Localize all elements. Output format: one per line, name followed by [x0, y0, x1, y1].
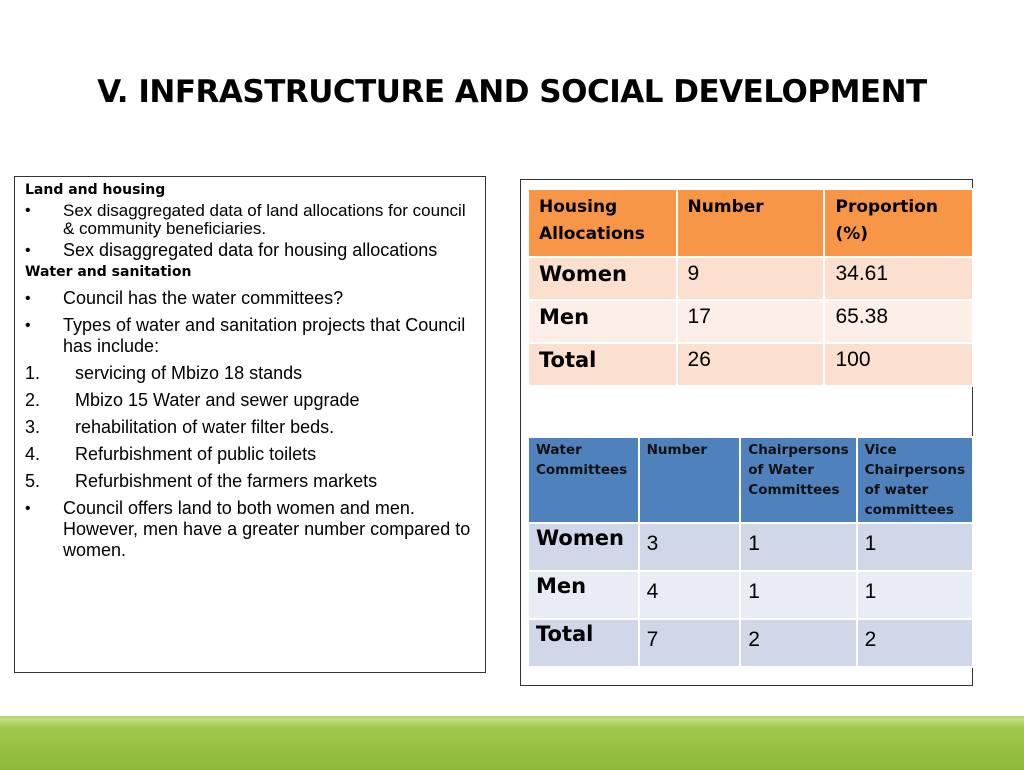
header-cell: Housing Allocations — [528, 189, 677, 257]
row-label: Men — [528, 300, 677, 343]
row-label: Men — [528, 571, 639, 619]
header-cell: Proportion (%) — [824, 189, 973, 257]
table-cell: 2 — [857, 619, 973, 667]
bullet-icon: • — [25, 317, 31, 334]
bullet-icon: • — [25, 242, 31, 259]
table-cell: 4 — [639, 571, 741, 619]
table-row — [528, 343, 973, 386]
header-cell: Vice Chairpersons of water committees — [857, 437, 973, 523]
water-committees-table — [527, 436, 974, 668]
table-cell: 1 — [740, 571, 856, 619]
bullet-icon: • — [25, 290, 31, 307]
table-row — [528, 571, 973, 619]
table-cell: 3 — [639, 523, 741, 571]
row-label: Women — [528, 257, 677, 300]
housing-allocations-table — [527, 188, 974, 387]
table-header-row — [528, 437, 973, 523]
table-cell: 9 — [677, 257, 825, 300]
numbered-item: 5. Refurbishment of the farmers markets — [25, 471, 378, 491]
table-cell: 1 — [740, 523, 856, 571]
header-cell: Number — [639, 437, 741, 523]
table-cell: 7 — [639, 619, 741, 667]
table-header-row — [528, 189, 973, 257]
table-cell: 1 — [857, 523, 973, 571]
table-cell: 26 — [677, 343, 825, 386]
row-label: Women — [528, 523, 639, 571]
header-cell: Water Committees — [528, 437, 639, 523]
bullet-item: • Council has the water committees? — [25, 288, 344, 308]
table-row — [528, 619, 973, 667]
numbered-item: 1. servicing of Mbizo 18 stands — [25, 363, 303, 383]
table-cell: 17 — [677, 300, 825, 343]
bullet-icon: • — [25, 500, 31, 517]
numbered-item: 2. Mbizo 15 Water and sewer upgrade — [25, 390, 360, 410]
bullet-item: • Sex disaggregated data of land allocations for council & community beneficiaries. — [25, 201, 466, 238]
bullet-item: • Council offers land to both women and men. However, men have a greater number compared to women. — [25, 498, 471, 560]
text-panel — [14, 176, 486, 673]
bullet-item: • Types of water and sanitation projects that Council has include: — [25, 315, 466, 356]
table-cell: 1 — [857, 571, 973, 619]
bullet-icon: • — [25, 202, 31, 219]
water-sanitation-heading: Water and sanitation — [25, 264, 192, 280]
header-cell: Number — [677, 189, 825, 257]
footer-bar — [0, 716, 1024, 770]
numbered-item: 4. Refurbishment of public toilets — [25, 444, 317, 464]
table-row — [528, 300, 973, 343]
table-row — [528, 257, 973, 300]
table-cell: 65.38 — [824, 300, 973, 343]
table-row — [528, 523, 973, 571]
table-cell: 34.61 — [824, 257, 973, 300]
bullet-item: • Sex disaggregated data for housing allocations — [25, 240, 438, 260]
numbered-item: 3. rehabilitation of water filter beds. — [25, 417, 335, 437]
table-cell: 2 — [740, 619, 856, 667]
header-cell: Chairpersons of Water Committees — [740, 437, 856, 523]
row-label: Total — [528, 619, 639, 667]
table-cell: 100 — [824, 343, 973, 386]
row-label: Total — [528, 343, 677, 386]
land-housing-heading: Land and housing — [25, 182, 166, 198]
page-title: V. INFRASTRUCTURE AND SOCIAL DEVELOPMENT — [97, 74, 927, 110]
